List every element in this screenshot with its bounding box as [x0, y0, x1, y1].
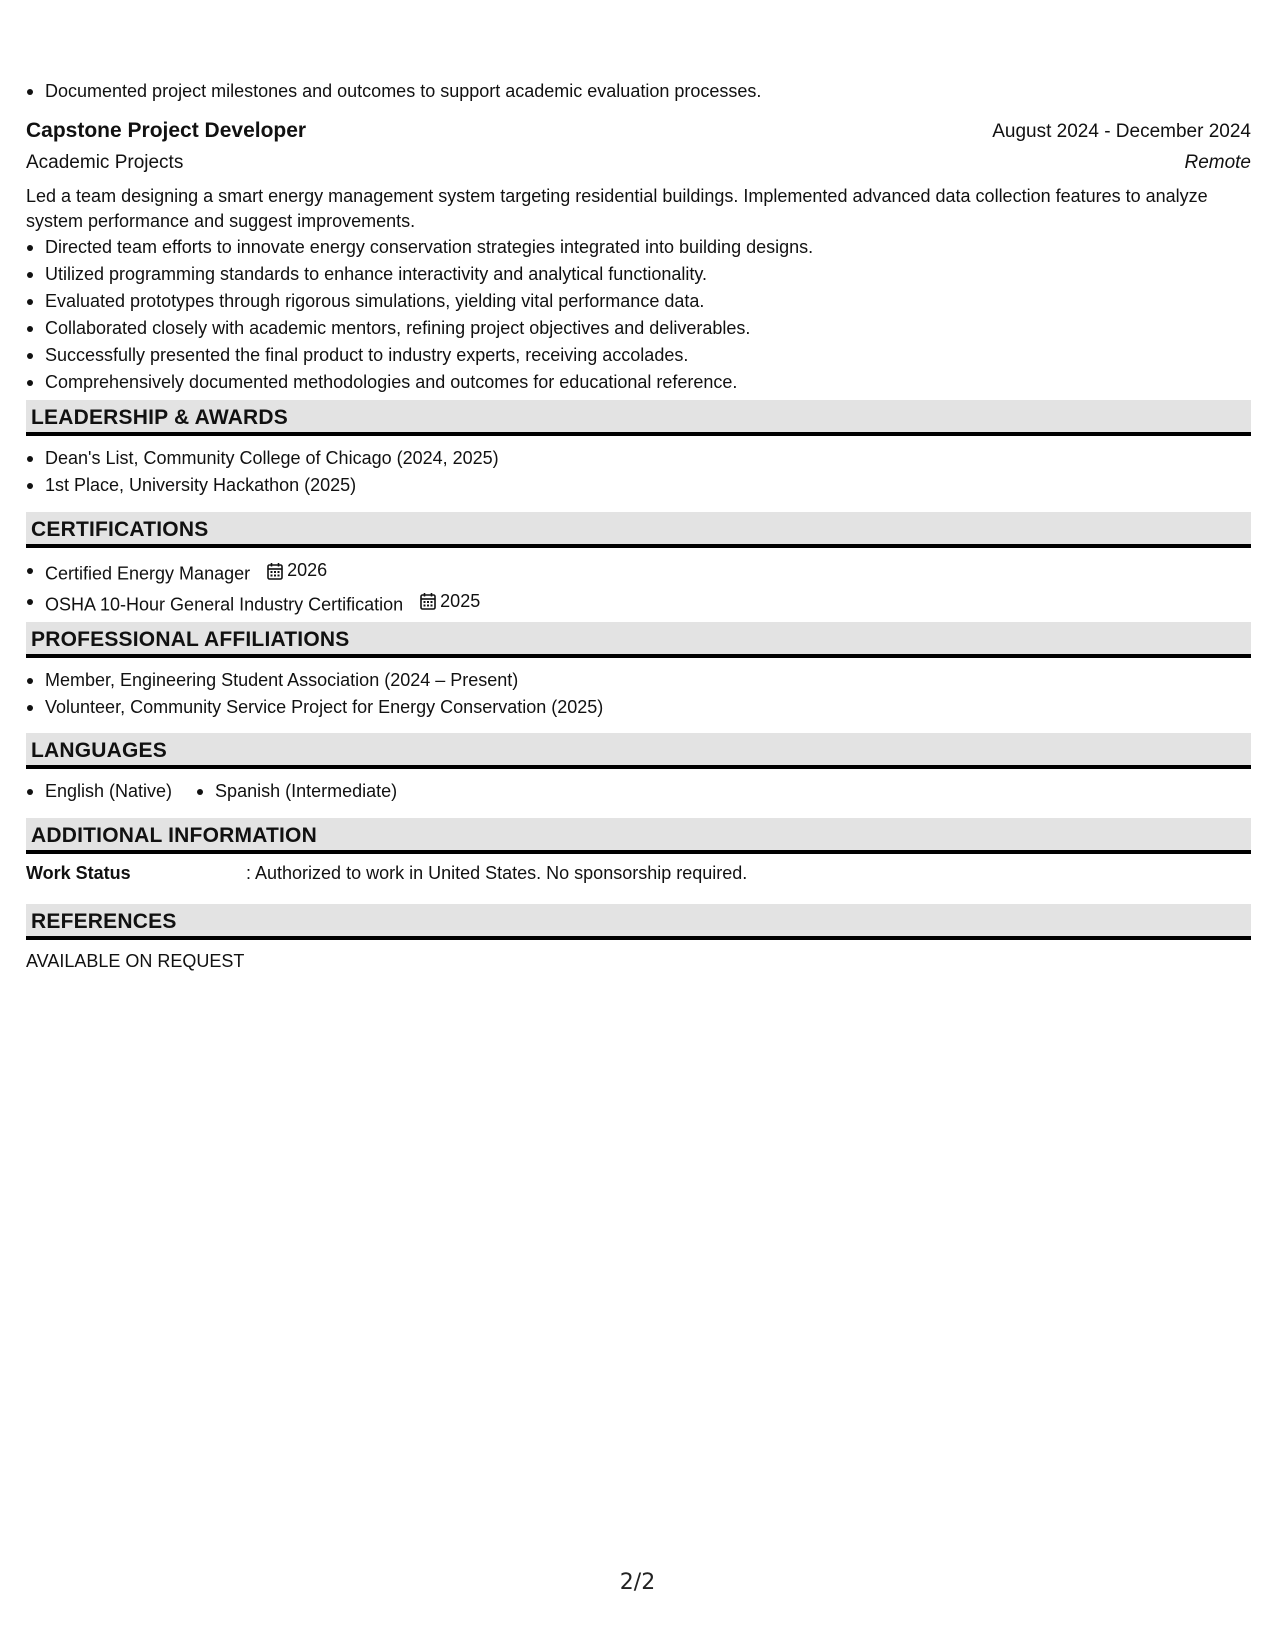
list-item: Member, Engineering Student Association (2024 – Present)	[26, 667, 603, 694]
list-item: 1st Place, University Hackathon (2025)	[26, 472, 499, 499]
section-header-additional	[26, 818, 1251, 854]
calendar-icon	[267, 562, 283, 580]
affiliations-list	[26, 667, 603, 721]
job-summary: Led a team designing a smart energy management system targeting residential buildings. Implemented advanced data collection features to analyze system performance and suggest improvements.	[26, 186, 1208, 231]
job-dates: August 2024 - December 2024	[992, 121, 1251, 142]
work-status-label: Work Status	[26, 863, 131, 883]
job-title: Capstone Project Developer	[26, 119, 307, 142]
job-organization: Academic Projects	[26, 152, 184, 173]
job-entry	[26, 116, 1251, 396]
languages-list	[26, 778, 421, 805]
list-item: Evaluated prototypes through rigorous simulations, yielding vital performance data.	[26, 288, 1251, 315]
section-title: ADDITIONAL INFORMATION	[31, 824, 317, 847]
certification-date	[420, 588, 480, 615]
work-status-value: : Authorized to work in United States. No sponsorship required.	[246, 863, 748, 883]
section-header-affiliations	[26, 622, 1251, 658]
calendar-icon	[420, 592, 436, 610]
job-location: Remote	[1184, 152, 1251, 173]
certification-name: Certified Energy Manager	[45, 563, 251, 584]
certifications-list	[26, 557, 480, 618]
section-header-languages	[26, 733, 1251, 769]
section-title: LANGUAGES	[31, 739, 167, 762]
list-item: Collaborated closely with academic mentors, refining project objectives and deliverables.	[26, 315, 1251, 342]
section-header-references	[26, 904, 1251, 940]
list-item: Volunteer, Community Service Project for Energy Conservation (2025)	[26, 694, 603, 721]
section-title: CERTIFICATIONS	[31, 518, 209, 541]
certification-date	[267, 557, 327, 584]
list-item: Documented project milestones and outcomes to support academic evaluation processes.	[26, 78, 761, 105]
leadership-list	[26, 445, 499, 499]
previous-job-bullets	[26, 78, 761, 105]
list-item	[26, 557, 480, 588]
list-item: Spanish (Intermediate)	[196, 778, 397, 805]
references-text: AVAILABLE ON REQUEST	[26, 951, 245, 971]
list-item: Utilized programming standards to enhance interactivity and analytical functionality.	[26, 261, 1251, 288]
section-header-leadership	[26, 400, 1251, 436]
certification-name: OSHA 10-Hour General Industry Certification	[45, 594, 404, 614]
list-item: Dean's List, Community College of Chicago (2024, 2025)	[26, 445, 499, 472]
section-header-certifications	[26, 512, 1251, 548]
section-title: REFERENCES	[31, 910, 177, 933]
work-status-row	[26, 860, 1251, 886]
section-title: LEADERSHIP & AWARDS	[31, 406, 288, 429]
certification-year: 2025	[440, 590, 481, 611]
list-item: English (Native)	[26, 778, 172, 805]
page-number: 2/2	[619, 1570, 656, 1595]
list-item: Directed team efforts to innovate energy conservation strategies integrated into building designs.	[26, 234, 1251, 261]
list-item	[26, 588, 480, 619]
job-bullets	[26, 234, 1251, 396]
list-item: Comprehensively documented methodologies and outcomes for educational reference.	[26, 369, 1251, 396]
list-item: Successfully presented the final product to industry experts, receiving accolades.	[26, 342, 1251, 369]
section-title: PROFESSIONAL AFFILIATIONS	[31, 628, 350, 651]
certification-year: 2026	[287, 560, 328, 580]
